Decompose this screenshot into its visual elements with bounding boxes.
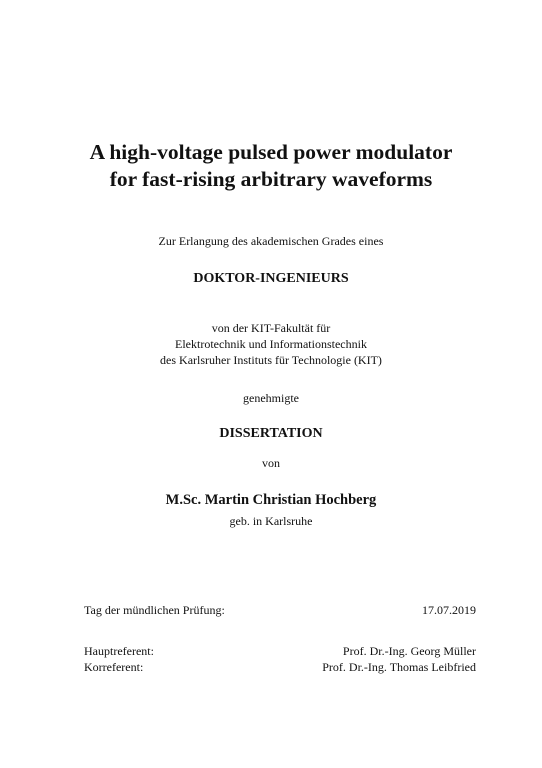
main-referee-label: Hauptreferent: xyxy=(84,644,154,658)
dissertation-title xyxy=(0,139,542,193)
document-type: DISSERTATION xyxy=(219,426,323,441)
degree-name: DOKTOR-INGENIEURS xyxy=(193,271,349,286)
main-referee-name: Prof. Dr.-Ing. Georg Müller xyxy=(342,644,476,658)
exam-date-value: 17.07.2019 xyxy=(422,603,476,617)
co-referee-name: Prof. Dr.-Ing. Thomas Leibfried xyxy=(322,660,476,674)
faculty-line-3: des Karlsruher Instituts für Technologie (KIT) xyxy=(160,353,382,367)
exam-date-label: Tag der mündlichen Prüfung: xyxy=(84,603,225,617)
faculty-line-1: von der KIT-Fakultät für xyxy=(211,321,331,335)
degree-purpose: Zur Erlangung des akademischen Grades eines xyxy=(158,234,384,248)
author-birthplace: geb. in Karlsruhe xyxy=(229,514,313,528)
faculty-block xyxy=(0,320,542,368)
faculty-line-2: Elektrotechnik und Informationstechnik xyxy=(175,337,367,351)
title-line-1: A high-voltage pulsed power modulator xyxy=(89,140,453,164)
title-line-2: for fast-rising arbitrary waveforms xyxy=(109,167,433,191)
author-name: M.Sc. Martin Christian Hochberg xyxy=(165,492,377,508)
by-text: von xyxy=(262,456,280,470)
approved-text: genehmigte xyxy=(243,391,299,405)
co-referee-label: Korreferent: xyxy=(84,660,144,674)
